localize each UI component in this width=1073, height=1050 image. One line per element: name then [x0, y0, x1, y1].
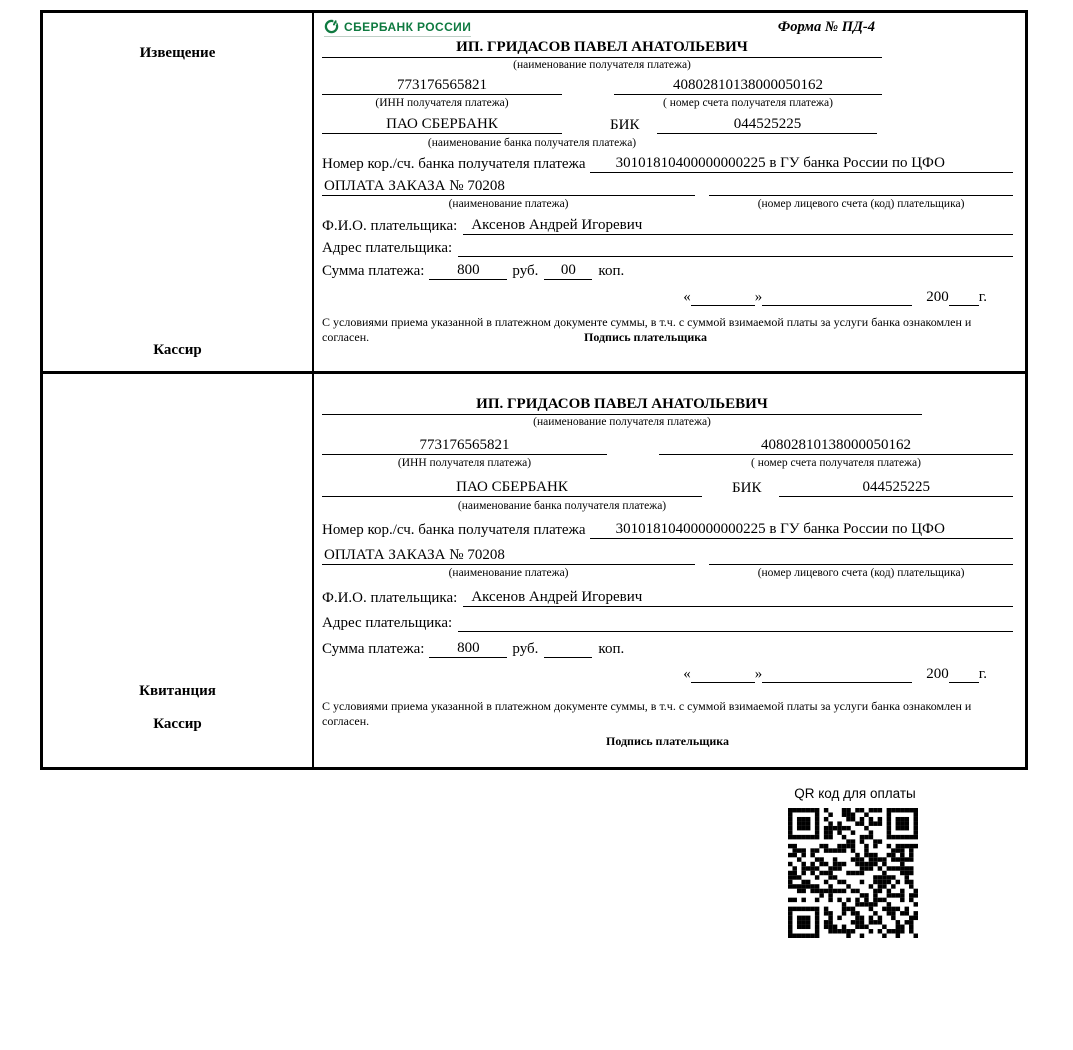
corr-value: 30101810400000000225 в ГУ банка России по ЦФО [590, 155, 1013, 173]
corr-account-row [322, 155, 1013, 173]
caption-inn: (ИНН получателя платежа) [375, 97, 509, 110]
payment-purpose: ОПЛАТА ЗАКАЗА № 70208 [322, 178, 695, 196]
payer-address-row [322, 240, 1013, 257]
inn-value: 773176565821 [322, 437, 607, 455]
inn-account-captions [322, 96, 1013, 110]
sum-row [322, 640, 1013, 658]
caption-account: ( номер счета получателя платежа) [663, 97, 833, 110]
bank-row [322, 479, 1013, 497]
sum-label: Сумма платежа: [322, 640, 425, 657]
kop-label: коп. [598, 640, 625, 657]
notice-left-column [43, 13, 314, 371]
date-year-blank [949, 289, 979, 306]
payment-purpose: ОПЛАТА ЗАКАЗА № 70208 [322, 547, 695, 565]
bank-name: ПАО СБЕРБАНК [322, 479, 702, 497]
caption-account: ( номер счета получателя платежа) [751, 457, 921, 470]
qr-area [788, 786, 922, 938]
sum-label: Сумма платежа: [322, 262, 425, 279]
form-title: Форма № ПД-4 [777, 19, 875, 35]
rub-label: руб. [512, 640, 539, 657]
notice-header-row [322, 19, 1013, 37]
qr-code [788, 808, 918, 938]
recipient-block [322, 396, 922, 429]
date-close-quote: » [754, 288, 763, 305]
caption-personal-account: (номер лицевого счета (код) плательщика) [757, 198, 965, 211]
payment-purpose-row [322, 547, 1013, 565]
bik-label: БИК [610, 116, 640, 133]
sberbank-logo-text: СБЕРБАНК РОССИИ [344, 19, 472, 34]
notice-content [314, 13, 1025, 371]
account-value: 40802810138000050162 [614, 77, 882, 95]
caption-payment: (наименование платежа) [448, 567, 569, 580]
payer-fio-label: Ф.И.О. плательщика: [322, 217, 458, 234]
payer-fio-value: Аксенов Андрей Игоревич [463, 217, 1013, 235]
agreement-text: С условиями приема указанной в платежном документе суммы, в т.ч. с суммой взимаемой платы за услуги банка ознакомлен и согласен. [322, 698, 972, 729]
qr-label: QR код для оплаты [794, 786, 916, 801]
bank-name: ПАО СБЕРБАНК [322, 116, 562, 134]
cashier-label: Кассир [153, 342, 202, 358]
inn-account-row [322, 77, 1013, 95]
inn-account-captions [322, 456, 1013, 470]
personal-account-blank [709, 179, 1013, 196]
bik-value: 044525225 [657, 116, 877, 134]
sberbank-logo-icon [324, 19, 339, 34]
agreement-text: С условиями приема указанной в платежном документе суммы, в т.ч. с суммой взимаемой платы за услуги банка ознакомлен и согласен. [322, 314, 972, 345]
date-year: 200 [926, 288, 949, 305]
agreement-block [322, 315, 984, 346]
pd4-form [40, 10, 1028, 770]
date-row [322, 666, 1013, 683]
payer-fio-value: Аксенов Андрей Игоревич [463, 589, 1013, 607]
payer-signature-label: Подпись плательщика [584, 330, 707, 345]
rub-label: руб. [512, 262, 539, 279]
payer-address-blank [458, 240, 1013, 257]
date-day-blank [691, 666, 755, 683]
date-month-blank [762, 666, 912, 683]
date-year: 200 [926, 665, 949, 682]
personal-account-blank [709, 548, 1013, 565]
payer-address-blank [458, 615, 1013, 632]
notice-section [43, 13, 1025, 371]
corr-value: 30101810400000000225 в ГУ банка России по ЦФО [590, 521, 1013, 539]
account-value: 40802810138000050162 [659, 437, 1013, 455]
receipt-label: Квитанция [139, 683, 216, 699]
payer-fio-row [322, 217, 1013, 235]
receipt-section [43, 371, 1025, 767]
bank-row [322, 116, 1013, 134]
date-open-quote: « [683, 665, 691, 682]
payer-address-label: Адрес плательщика: [322, 614, 453, 631]
sberbank-logo [324, 19, 471, 37]
date-row [322, 289, 1013, 306]
bank-caption-row [322, 498, 1013, 513]
recipient-name: ИП. ГРИДАСОВ ПАВЕЛ АНАТОЛЬЕВИЧ [322, 396, 922, 415]
bik-value: 044525225 [779, 479, 1013, 497]
payer-fio-label: Ф.И.О. плательщика: [322, 589, 458, 606]
corr-label: Номер кор./сч. банка получателя платежа [322, 156, 586, 173]
date-close-quote: » [754, 665, 763, 682]
sum-kop-value: 00 [544, 262, 592, 280]
date-year-suffix: г. [978, 288, 987, 305]
notice-label: Извещение [139, 45, 216, 61]
recipient-block [322, 39, 882, 72]
bik-label: БИК [732, 479, 762, 496]
caption-recipient: (наименование получателя платежа) [513, 59, 691, 71]
caption-recipient: (наименование получателя платежа) [533, 416, 711, 428]
caption-payment: (наименование платежа) [448, 198, 569, 211]
caption-bank: (наименование банка получателя платежа) [427, 136, 637, 149]
inn-value: 773176565821 [322, 77, 562, 95]
receipt-left-column [43, 374, 314, 767]
corr-label: Номер кор./сч. банка получателя платежа [322, 522, 586, 539]
date-open-quote: « [683, 288, 691, 305]
purpose-captions [322, 197, 1013, 211]
agreement-block [322, 699, 984, 730]
bank-caption-row [322, 135, 1013, 150]
payer-address-label: Адрес плательщика: [322, 239, 453, 256]
cashier-label: Кассир [153, 716, 202, 732]
kop-label: коп. [598, 262, 625, 279]
payer-signature-label: Подпись плательщика [606, 733, 729, 748]
date-year-blank [949, 666, 979, 683]
date-month-blank [762, 289, 912, 306]
sum-row [322, 262, 1013, 280]
caption-inn: (ИНН получателя платежа) [397, 457, 532, 470]
sum-rub-value: 800 [429, 640, 507, 658]
sum-rub-value: 800 [429, 262, 507, 280]
date-day-blank [691, 289, 755, 306]
caption-personal-account: (номер лицевого счета (код) плательщика) [757, 567, 965, 580]
payer-address-row [322, 615, 1013, 632]
caption-bank: (наименование банка получателя платежа) [457, 499, 667, 512]
inn-account-row [322, 437, 1013, 455]
date-year-suffix: г. [978, 665, 987, 682]
purpose-captions [322, 566, 1013, 580]
receipt-content [314, 374, 1025, 767]
payment-purpose-row [322, 178, 1013, 196]
recipient-name: ИП. ГРИДАСОВ ПАВЕЛ АНАТОЛЬЕВИЧ [322, 39, 882, 58]
payer-fio-row [322, 589, 1013, 607]
corr-account-row [322, 521, 1013, 539]
sum-kop-value [544, 640, 592, 658]
